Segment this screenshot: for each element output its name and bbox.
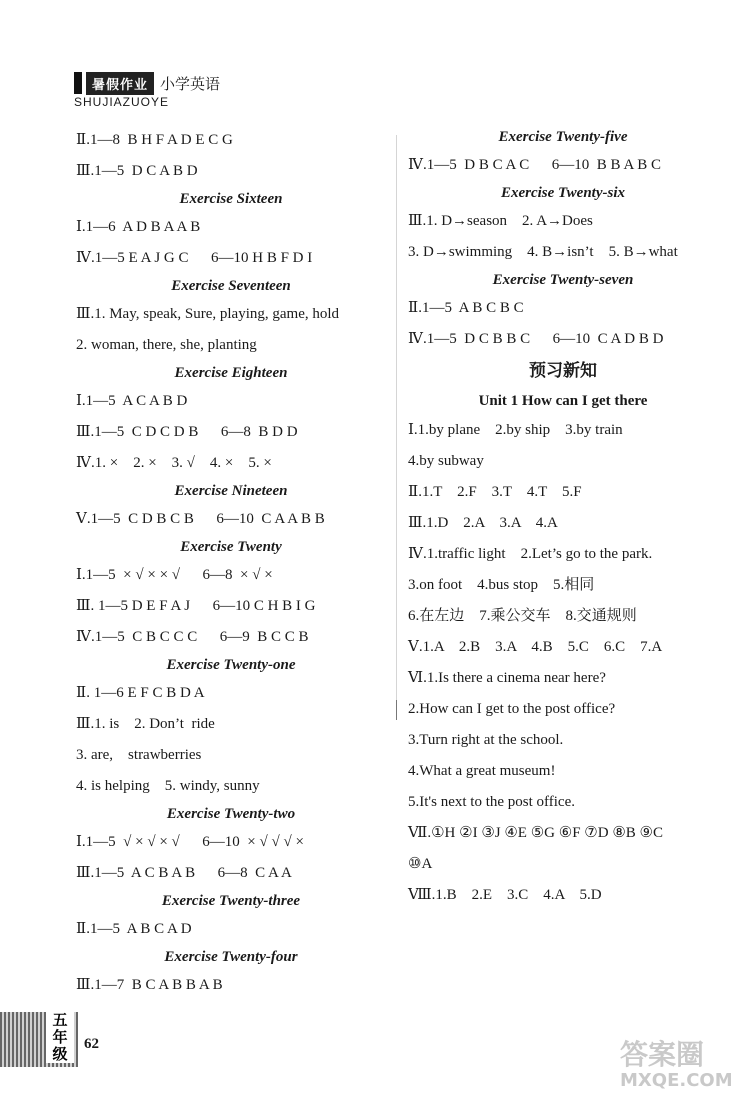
exercise-heading: Exercise Twenty [180,539,282,555]
answer-line: Ⅳ.1—5 C B C C C 6—9 B C C B [76,629,309,645]
watermark-line2: MXQE.COM [620,1070,733,1091]
header-pinyin: SHUJIAZUOYE [74,95,170,109]
answer-line: Ⅴ.1.A 2.B 3.A 4.B 5.C 6.C 7.A [408,639,663,655]
section-heading: 预习新知 [529,361,597,381]
unit-heading: Unit 1 How can I get there [478,393,648,409]
answer-line: 4.by subway [408,453,484,469]
answer-line: Ⅳ.1.traffic light 2.Let’s go to the park. [408,546,653,562]
answer-line: Ⅰ.1.by plane 2.by ship 3.by train [408,422,623,438]
answer-line: Ⅰ.1—6 A D B A A B [76,219,201,235]
exercise-heading: Exercise Sixteen [179,191,283,207]
answer-line: Ⅲ.1. is 2. Don’t ride [76,716,215,732]
answer-line: Ⅱ.1.T 2.F 3.T 4.T 5.F [408,484,582,500]
answer-line: 3.Turn right at the school. [408,732,564,748]
exercise-heading: Exercise Twenty-four [164,949,298,965]
exercise-heading: Exercise Twenty-two [166,806,296,822]
answer-line: Ⅰ.1—5 A C A B D [76,393,188,409]
answer-line: Ⅲ.1. D→season 2. A→Does [408,213,593,229]
exercise-heading: Exercise Twenty-seven [492,272,634,288]
exercise-heading: Exercise Twenty-three [161,893,301,909]
subject-label: 小学英语 [160,74,221,93]
answer-line: 4.What a great museum! [408,763,556,779]
answer-line: Ⅲ.1—5 D C A B D [76,163,198,179]
column-divider-mark [396,700,397,720]
page-number: 62 [84,1036,99,1052]
exercise-heading: Exercise Twenty-five [498,129,628,145]
watermark-line1: 答案圈 [620,1038,705,1071]
answer-line: 3. are, strawberries [76,747,202,763]
answer-line: Ⅳ.1—5 D B C A C 6—10 B B A B C [408,157,661,173]
answer-line: Ⅰ.1—5 √ × √ × √ 6—10 × √ √ √ × [76,834,304,850]
answer-line: 6.在左边 7.乘公交车 8.交通规则 [408,608,637,624]
column-divider [396,135,397,715]
answer-line: Ⅶ.①H ②I ③J ④E ⑤G ⑥F ⑦D ⑧B ⑨C [408,825,663,841]
answer-line: Ⅱ. 1—6 E F C B D A [76,685,205,701]
grade-label: 五年级 [46,1012,74,1063]
answer-line: Ⅳ.1—5 D C B B C 6—10 C A D B D [408,331,664,347]
answer-line: Ⅲ.1—5 A C B A B 6—8 C A A [76,865,292,881]
answer-line: 2.How can I get to the post office? [408,701,616,717]
answer-line: Ⅴ.1—5 C D B C B 6—10 C A A B B [76,511,325,527]
answer-line: Ⅵ.1.Is there a cinema near here? [408,670,606,686]
answer-line: Ⅲ.1. May, speak, Sure, playing, game, hold [76,306,340,322]
answer-line: ⑩A [408,856,433,872]
answer-line: Ⅲ. 1—5 D E F A J 6—10 C H B I G [76,598,316,614]
exercise-heading: Exercise Twenty-six [500,185,625,201]
exercise-heading: Exercise Seventeen [171,278,291,294]
answer-line: Ⅲ.1—7 B C A B B A B [76,977,223,993]
logo-title: 暑假作业 [86,72,154,95]
answer-line: Ⅳ.1. × 2. × 3. √ 4. × 5. × [76,455,272,471]
answer-line: Ⅱ.1—5 A B C A D [76,921,192,937]
logo-bar [74,72,82,94]
header-logo [74,72,220,94]
exercise-heading: Exercise Twenty-one [166,657,296,673]
answer-line: Ⅱ.1—5 A B C B C [408,300,524,316]
answer-line: 5.It's next to the post office. [408,794,575,810]
answer-line: 4. is helping 5. windy, sunny [76,778,260,794]
answer-line: Ⅰ.1—5 × √ × × √ 6—8 × √ × [76,567,273,583]
answer-line: 3. D→swimming 4. B→isn’t 5. B→what [408,244,678,260]
exercise-heading: Exercise Nineteen [174,483,288,499]
answer-line: 3.on foot 4.bus stop 5.相同 [408,577,595,593]
answer-line: Ⅷ.1.B 2.E 3.C 4.A 5.D [408,887,602,903]
watermark [620,1040,740,1095]
answer-line: Ⅳ.1—5 E A J G C 6—10 H B F D I [76,250,313,266]
answer-line: Ⅲ.1—5 C D C D B 6—8 B D D [76,424,298,440]
left-column [76,125,386,1001]
answer-line: Ⅱ.1—8 B H F A D E C G [76,132,233,148]
answer-line: 2. woman, there, she, planting [76,337,257,353]
answer-line: Ⅲ.1.D 2.A 3.A 4.A [408,515,558,531]
exercise-heading: Exercise Eighteen [174,365,288,381]
right-column [408,125,718,911]
